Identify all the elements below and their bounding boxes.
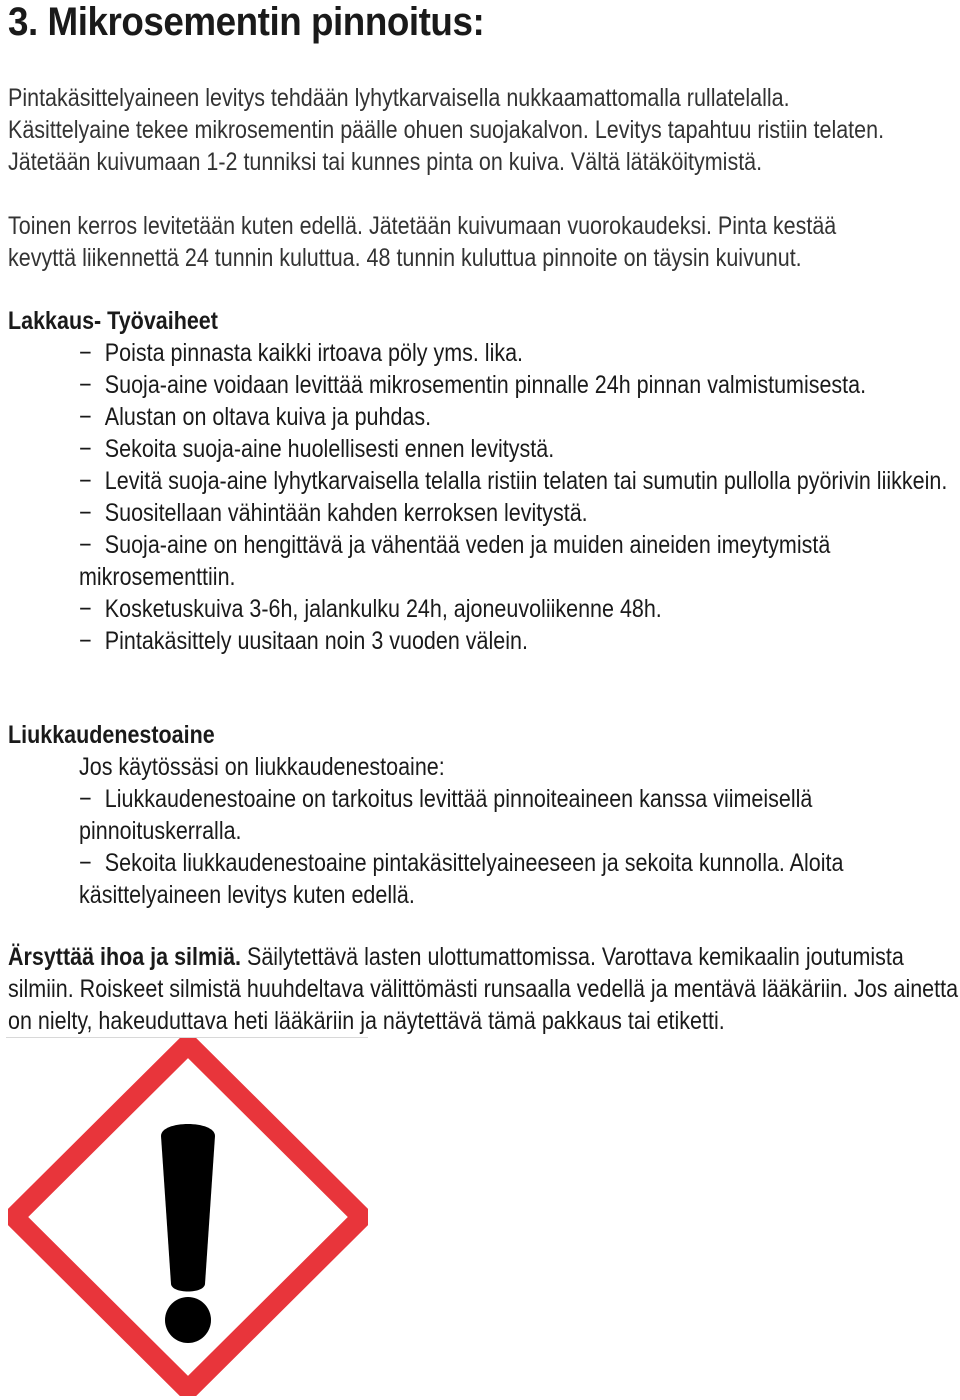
step-text: Suoja-aine on hengittävä ja vähentää veden ja muiden aineiden imeytymistä mikrosementtiin.	[79, 531, 831, 591]
page-title: 3. Mikrosementin pinnoitus:	[8, 0, 485, 44]
step-text: Kosketuskuiva 3-6h, jalankulku 24h, ajoneuvoliikenne 48h.	[104, 595, 662, 623]
list-item	[79, 529, 956, 593]
dash-bullet: −	[79, 339, 92, 367]
intro-paragraph: Pintakäsittelyaineen levitys tehdään lyhytkarvaisella nukkaamattomalla rullatelalla. Käsittelyaine tekee mikrosementin päälle ohuen suojakalvon. Levitys tapahtuu ristiin telaten. Jätetään kuivumaan 1-2 tunniksi tai kunnes pinta on kuiva. Vältä lätäköitymistä.	[8, 84, 885, 176]
exclamation-dot	[165, 1297, 211, 1343]
dash-bullet: −	[79, 499, 92, 527]
list-item	[79, 497, 956, 529]
dash-bullet: −	[79, 627, 92, 655]
step-text: Levitä suoja-aine lyhytkarvaisella telalla ristiin telaten tai sumutin pullolla pyörivin liikkein.	[104, 467, 948, 495]
liukkaudenestoaine-steps-list	[79, 783, 956, 911]
dash-bullet: −	[79, 595, 92, 623]
liukkaudenestoaine-intro: Jos käytössäsi on liukkaudenestoaine:	[79, 753, 445, 781]
list-item	[79, 337, 956, 369]
lakkaus-section-title: Lakkaus- Työvaiheet	[8, 307, 218, 335]
step-text: Suoja-aine voidaan levittää mikrosementin pinnalle 24h pinnan valmistumisesta.	[104, 371, 867, 399]
list-item	[79, 369, 956, 401]
liukkaudenestoaine-section-title: Liukkaudenestoaine	[8, 721, 215, 749]
dash-bullet: −	[79, 785, 92, 813]
ghs-exclamation-mark-icon	[8, 1038, 368, 1396]
warning-bold-text: Ärsyttää ihoa ja silmiä.	[8, 943, 242, 971]
warning-text: Säilytettävä lasten ulottumattomissa. Varottava kemikaalin joutumista silmiin. Roiskeet silmistä huuhdeltava välittömästi runsaalla vedellä ja mentävä lääkäriin. Jos ainetta on nielty, hakeuduttava heti lääkäriin ja näytettävä tämä pakkaus tai etiketti.	[8, 943, 959, 1035]
second-coat-paragraph: Toinen kerros levitetään kuten edellä. Jätetään kuivumaan vuorokaudeksi. Pinta kestää kevyttä liikennettä 24 tunnin kuluttua. 48 tunnin kuluttua pinnoite on täysin kuivunut.	[8, 212, 837, 272]
dash-bullet: −	[79, 371, 92, 399]
step-text: Suositellaan vähintään kahden kerroksen levitystä.	[104, 499, 588, 527]
list-item	[79, 401, 956, 433]
safety-warning	[8, 941, 960, 1037]
list-item	[79, 783, 956, 847]
lakkaus-steps-list	[79, 337, 956, 657]
dash-bullet: −	[79, 467, 92, 495]
step-text: Pintakäsittely uusitaan noin 3 vuoden välein.	[104, 627, 528, 655]
list-item	[79, 593, 956, 625]
step-text: Sekoita liukkaudenestoaine pintakäsittelyaineeseen ja sekoita kunnolla. Aloita käsittelyaineen levitys kuten edellä.	[79, 849, 844, 909]
step-text: Liukkaudenestoaine on tarkoitus levittää pinnoiteaineen kanssa viimeisellä pinnoituskerralla.	[79, 785, 813, 845]
list-item	[79, 625, 956, 657]
step-text: Alustan on oltava kuiva ja puhdas.	[104, 403, 432, 431]
step-text: Sekoita suoja-aine huolellisesti ennen levitystä.	[104, 435, 555, 463]
dash-bullet: −	[79, 849, 92, 877]
list-item	[79, 433, 956, 465]
list-item	[79, 847, 956, 911]
dash-bullet: −	[79, 435, 92, 463]
dash-bullet: −	[79, 403, 92, 431]
step-text: Poista pinnasta kaikki irtoava pöly yms. lika.	[104, 339, 524, 367]
list-item	[79, 465, 956, 497]
dash-bullet: −	[79, 531, 92, 559]
